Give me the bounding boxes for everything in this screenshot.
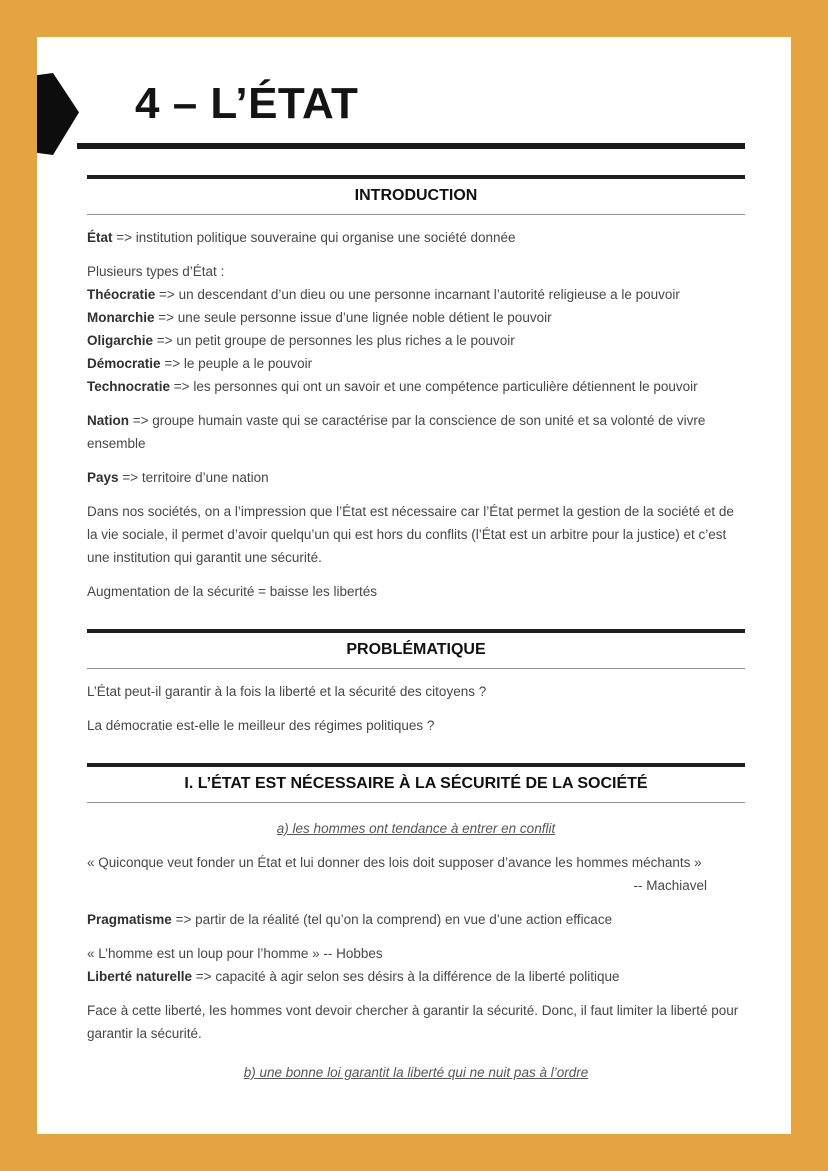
- definition-liberte-naturelle-text: => capacité à agir selon ses désirs à la différence de la liberté politique: [195, 969, 620, 984]
- question-liberte-securite: L’État peut-il garantir à la fois la liberté et la sécurité des citoyens ?: [87, 684, 487, 699]
- term-pragmatisme: Pragmatisme: [87, 912, 172, 927]
- types-of-state-block: [87, 260, 745, 398]
- title-divider: [77, 143, 745, 149]
- term-theocratie: Théocratie: [87, 287, 156, 302]
- definition-theocratie: [87, 283, 745, 306]
- definition-pays: [87, 466, 745, 489]
- section-heading-introduction: INTRODUCTION: [87, 175, 745, 215]
- definition-liberte-naturelle: [87, 965, 745, 988]
- term-liberte-naturelle: Liberté naturelle: [87, 969, 193, 984]
- paragraph-face-liberte: Face à cette liberté, les hommes vont devoir chercher à garantir la sécurité. Donc, il faut limiter la liberté pour garantir la sécurité.: [87, 1003, 739, 1041]
- definition-etat-text: => institution politique souveraine qui organise une société donnée: [116, 230, 516, 245]
- term-nation: Nation: [87, 413, 129, 428]
- types-intro-line: Plusieurs types d’État :: [87, 264, 225, 279]
- definition-nation-text: => groupe humain vaste qui se caractérise par la conscience de son unité et sa volonté de vivre ensemble: [87, 413, 706, 451]
- quote-machiavel-block: [87, 851, 745, 897]
- term-oligarchie: Oligarchie: [87, 333, 154, 348]
- definition-oligarchie: [87, 329, 745, 352]
- definition-technocratie: [87, 375, 745, 398]
- definition-democratie-text: => le peuple a le pouvoir: [164, 356, 313, 371]
- definition-nation: [87, 409, 745, 455]
- definition-pragmatisme-text: => partir de la réalité (tel qu’on la comprend) en vue d’une action efficace: [175, 912, 613, 927]
- quote-author-machiavel: -- Machiavel: [633, 878, 707, 893]
- section-heading-part1: I. L’ÉTAT EST NÉCESSAIRE À LA SÉCURITÉ DE LA SOCIÉTÉ: [87, 763, 745, 803]
- question-democratie: La démocratie est-elle le meilleur des régimes politiques ?: [87, 718, 435, 733]
- definition-etat: [87, 226, 745, 249]
- paragraph-augmentation: Augmentation de la sécurité = baisse les libertés: [87, 584, 378, 599]
- subsection-heading-a: a) les hommes ont tendance à entrer en conflit: [276, 821, 556, 836]
- term-etat: État: [87, 230, 113, 245]
- bookmark-icon: [37, 73, 79, 155]
- definition-democratie: [87, 352, 745, 375]
- document-page: [37, 37, 791, 1134]
- definition-monarchie-text: => une seule personne issue d’une lignée noble détient le pouvoir: [158, 310, 552, 325]
- section-heading-problematique: PROBLÉMATIQUE: [87, 629, 745, 669]
- definition-technocratie-text: => les personnes qui ont un savoir et une compétence particulière détiennent le pouvoir: [173, 379, 698, 394]
- term-democratie: Démocratie: [87, 356, 161, 371]
- hobbes-block: [87, 942, 745, 988]
- paragraph-societes: Dans nos sociétés, on a l’impression que l’État est nécessaire car l’État permet la gestion de la société et de la vie sociale, il permet d’avoir quelqu’un qui est hors du conflits (l’État est un arbitre pour la justice) et c’est une institution qui garantit une sécurité.: [87, 504, 734, 565]
- page-title: 4 – L’ÉTAT: [135, 79, 359, 128]
- term-monarchie: Monarchie: [87, 310, 155, 325]
- definition-monarchie: [87, 306, 745, 329]
- definition-pays-text: => territoire d’une nation: [122, 470, 269, 485]
- definition-pragmatisme: [87, 908, 745, 931]
- quote-machiavel: « Quiconque veut fonder un État et lui donner des lois doit supposer d’avance les hommes méchants »: [87, 855, 702, 870]
- term-technocratie: Technocratie: [87, 379, 171, 394]
- definition-theocratie-text: => un descendant d’un dieu ou une personne incarnant l’autorité religieuse a le pouvoir: [159, 287, 680, 302]
- subsection-heading-b: b) une bonne loi garantit la liberté qui ne nuit pas à l’ordre: [243, 1065, 589, 1080]
- term-pays: Pays: [87, 470, 119, 485]
- quote-hobbes: « L’homme est un loup pour l’homme » -- Hobbes: [87, 946, 383, 961]
- definition-oligarchie-text: => un petit groupe de personnes les plus riches a le pouvoir: [156, 333, 515, 348]
